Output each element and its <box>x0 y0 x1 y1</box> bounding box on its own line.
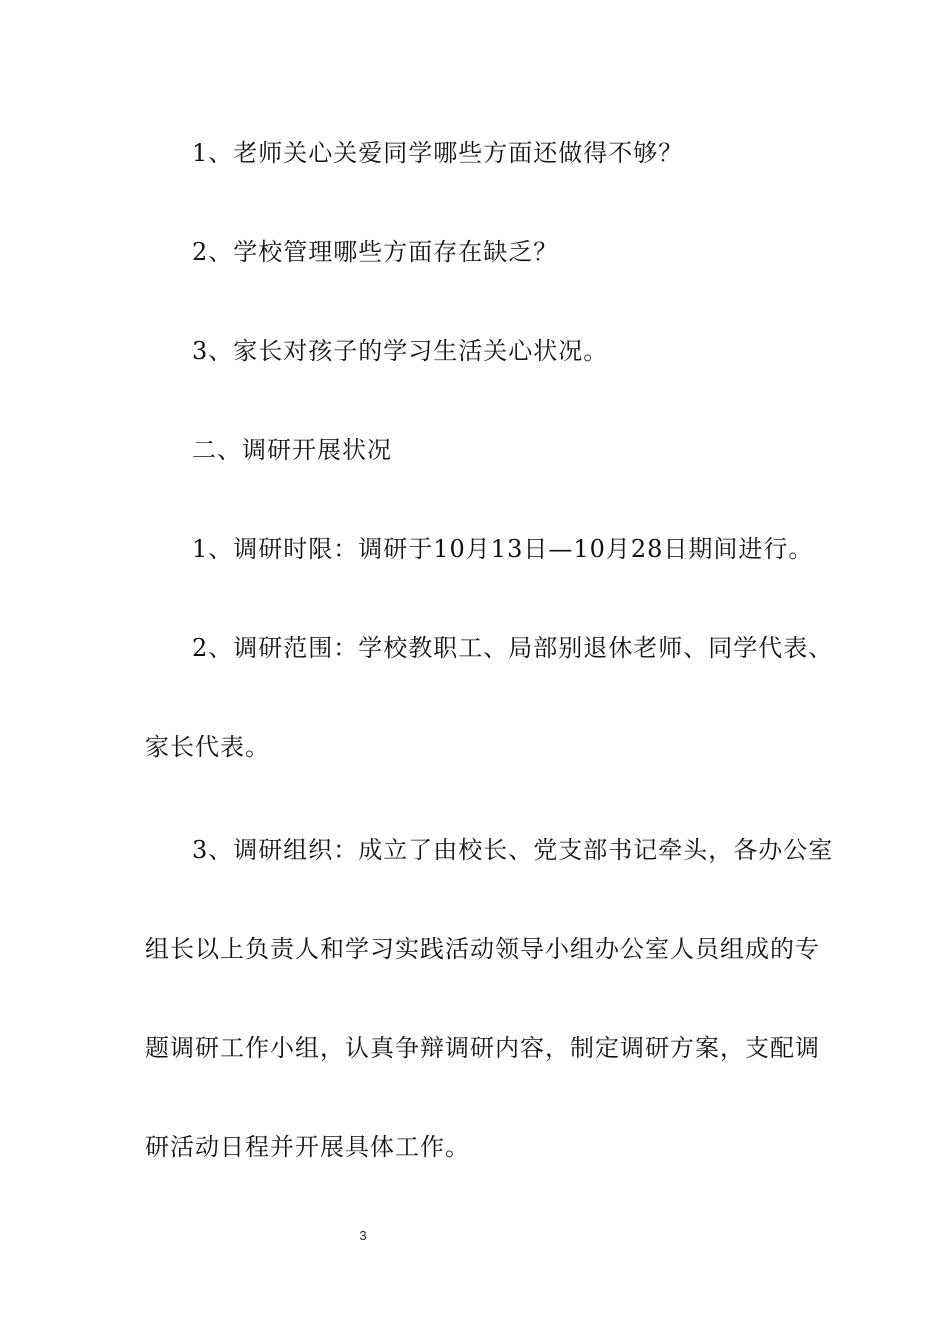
paragraph-organization-line-2: 组长以上负责人和学习实践活动领导小组办公室人员组成的专 <box>145 935 820 963</box>
paragraph-scope-line-1: 2、调研范围：学校教职工、局部别退休老师、同学代表、 <box>192 634 834 662</box>
section-heading: 二、调研开展状况 <box>192 436 392 464</box>
paragraph-organization-line-1: 3、调研组织：成立了由校长、党支部书记牵头，各办公室 <box>192 836 834 864</box>
paragraph-scope-line-2: 家长代表。 <box>145 733 270 761</box>
page-number: 3 <box>359 1228 367 1243</box>
paragraph-organization-line-3: 题调研工作小组，认真争辩调研内容，制定调研方案，支配调 <box>145 1034 820 1062</box>
question-item-3: 3、家长对孩子的学习生活关心状况。 <box>192 337 609 365</box>
question-item-1: 1、老师关心关爱同学哪些方面还做得不够？ <box>192 139 684 167</box>
question-item-2: 2、学校管理哪些方面存在缺乏？ <box>192 238 559 266</box>
paragraph-time-limit: 1、调研时限：调研于10月13日—10月28日期间进行。 <box>192 535 814 563</box>
paragraph-organization-line-4: 研活动日程并开展具体工作。 <box>145 1133 470 1161</box>
